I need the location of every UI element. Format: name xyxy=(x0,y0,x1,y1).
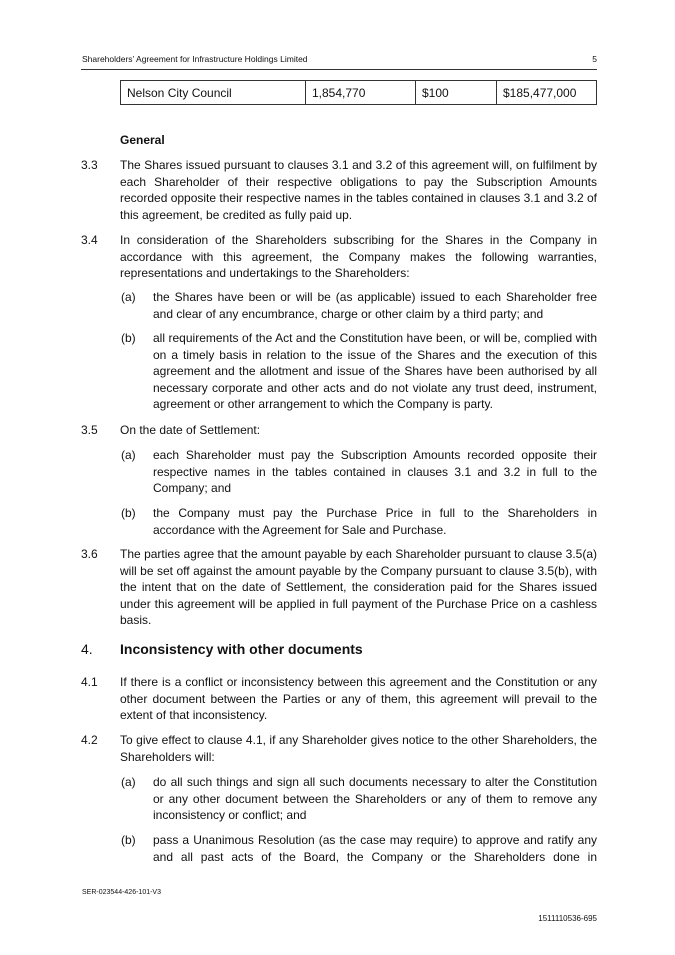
subclause-label: (b) xyxy=(121,833,136,847)
subclause-text: the Shares have been or will be (as applicable) issued to each Shareholder free and clear of any encumbrance, charge or other claim by a third party; and xyxy=(153,290,597,321)
footer-document-id: 1511110536-695 xyxy=(538,914,597,923)
table-row xyxy=(121,81,597,105)
clause-text: The Shares issued pursuant to clauses 3.1 and 3.2 of this agreement will, on fulfilment by each Shareholder of their respective obligations to pay the Subscription Amounts recorded opposite their respective names in the tables contained in clauses 3.1 and 3.2 of this agreement, be credited as fully paid up. xyxy=(120,158,597,222)
table-cell: 1,854,770 xyxy=(306,81,416,105)
clause-number: 3.5 xyxy=(81,423,98,437)
table-cell: $100 xyxy=(416,81,497,105)
subclause-label: (a) xyxy=(121,775,136,789)
subclause-text: each Shareholder must pay the Subscription Amounts recorded opposite their respective names in the tables contained in clauses 3.1 and 3.2 in full to the Company; and xyxy=(153,448,597,496)
table-cell: $185,477,000 xyxy=(497,81,597,105)
subscription-table xyxy=(120,80,597,105)
footer-reference: SER-023544-426-101-V3 xyxy=(82,889,161,896)
clause-number: 4.1 xyxy=(81,675,98,689)
clause-number: 3.3 xyxy=(81,158,98,172)
subclause-label: (b) xyxy=(121,506,136,520)
document-title: Shareholders’ Agreement for Infrastructure Holdings Limited xyxy=(82,54,308,64)
clause-text: On the date of Settlement: xyxy=(120,423,261,437)
clause-text: In consideration of the Shareholders subscribing for the Shares in the Company in accordance with this agreement, the Company makes the following warranties, representations and undertakings to the Shareholders: xyxy=(120,233,597,281)
page-header xyxy=(82,54,597,64)
clause-text: If there is a conflict or inconsistency between this agreement and the Constitution or any other document between the Parties or any of them, this agreement will prevail to the extent of that inconsistency. xyxy=(120,675,597,723)
clause-number: 3.4 xyxy=(81,233,98,247)
page-number: 5 xyxy=(592,54,597,64)
section-title: Inconsistency with other documents xyxy=(120,641,363,657)
table-cell: Nelson City Council xyxy=(121,81,306,105)
subclause-label: (a) xyxy=(121,290,136,304)
clause-number: 3.6 xyxy=(81,547,98,561)
subclause-text: pass a Unanimous Resolution (as the case may require) to approve and ratify any and all past acts of the Board, the Company or the Shareholders done in xyxy=(153,833,597,864)
clause-number: 4.2 xyxy=(81,733,98,747)
general-heading: General xyxy=(120,133,165,147)
subclause-text: all requirements of the Act and the Constitution have been, or will be, complied with on a timely basis in relation to the issue of the Shares and the execution of this agreement and the allotment and issue of the Shares have been authorised by all necessary corporate and other acts and do not violate any trust deed, instrument, agreement or other arrangement to which the Company is party. xyxy=(153,331,597,412)
subclause-text: do all such things and sign all such documents necessary to alter the Constitution or any other document between the Shareholders or any of them to remove any inconsistency or conflict; and xyxy=(153,775,597,823)
subclause-label: (b) xyxy=(121,331,136,345)
section-number: 4. xyxy=(81,641,93,657)
header-rule xyxy=(81,69,597,70)
clause-text: The parties agree that the amount payable by each Shareholder pursuant to clause 3.5(a) will be set off against the amount payable by the Company pursuant to clause 3.5(b), with the intent that on the date of Settlement, the consideration paid for the Shares issued under this agreement will be applied in full payment of the Purchase Price on a cashless basis. xyxy=(120,547,597,628)
clause-text: To give effect to clause 4.1, if any Shareholder gives notice to the other Shareholders, the Shareholders will: xyxy=(120,733,597,764)
subclause-text: the Company must pay the Purchase Price in full to the Shareholders in accordance with the Agreement for Sale and Purchase. xyxy=(153,506,597,537)
subclause-label: (a) xyxy=(121,448,136,462)
